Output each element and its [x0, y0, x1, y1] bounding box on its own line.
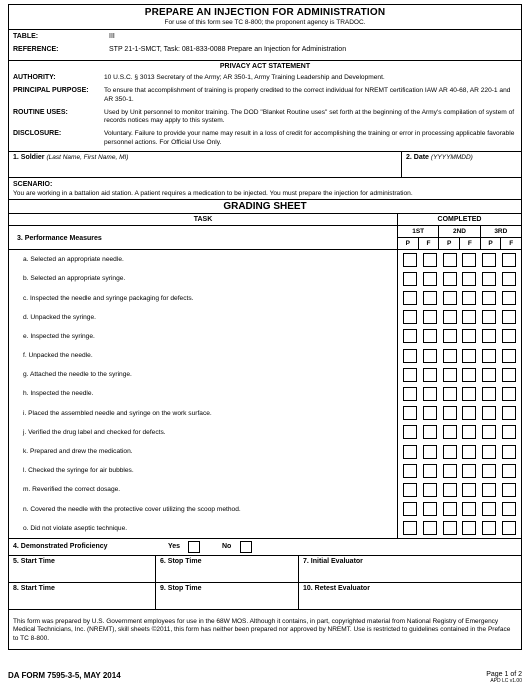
scenario-label: SCENARIO: — [13, 181, 53, 189]
pass-checkbox[interactable] — [443, 406, 457, 420]
page-number: Page 1 of 2 — [486, 671, 522, 678]
pass-checkbox[interactable] — [482, 483, 496, 497]
pass-checkbox[interactable] — [443, 329, 457, 343]
pass-checkbox[interactable] — [403, 464, 417, 478]
pass-checkbox[interactable] — [443, 425, 457, 439]
measure-row — [9, 327, 521, 346]
fail-checkbox[interactable] — [423, 387, 437, 401]
privacy-act-statement — [9, 60, 521, 152]
measure-row — [9, 519, 521, 538]
measure-row — [9, 384, 521, 403]
soldier-date-row — [9, 152, 521, 178]
authority-label: AUTHORITY: — [13, 74, 56, 81]
yes-checkbox[interactable] — [188, 541, 200, 553]
pass-checkbox[interactable] — [403, 349, 417, 363]
pass-checkbox[interactable] — [482, 368, 496, 382]
soldier-label: 1. Soldier — [13, 154, 45, 162]
fail-checkbox[interactable] — [462, 445, 476, 459]
fail-checkbox[interactable] — [423, 464, 437, 478]
pass-checkbox[interactable] — [443, 502, 457, 516]
pass-checkbox[interactable] — [403, 291, 417, 305]
pass-checkbox[interactable] — [403, 272, 417, 286]
disclosure-text: Voluntary. Failure to provide your name may result in a loss of credit for accomplishing the training or error in processing applicable favorable personnel actions. For Official Use Only. — [104, 130, 515, 146]
fail-checkbox[interactable] — [462, 521, 476, 535]
routine-uses-text: Used by Unit personnel to monitor training. The DOD "Blanket Routine uses" set forth at the beginning of the Army's compilation of system of records notices may apply to this system. — [104, 108, 515, 125]
fail-checkbox[interactable] — [502, 310, 516, 324]
pass-checkbox[interactable] — [482, 387, 496, 401]
measure-row — [9, 404, 521, 423]
retest-stop-time-field[interactable]: 9. Stop Time — [156, 583, 299, 609]
fail-checkbox[interactable] — [462, 425, 476, 439]
scenario-text: You are working in a battalion aid station. A patient requires a medication to be injected. You must prepare the injection for administration. — [13, 190, 413, 198]
fail-checkbox[interactable] — [502, 445, 516, 459]
pass-checkbox[interactable] — [403, 445, 417, 459]
pass-header: P — [481, 238, 502, 249]
measure-text: k. Prepared and drew the medication. — [9, 442, 398, 461]
purpose-text: To ensure that accomplishment of training is properly credited to the correct individual for NREMT certification IAW AR 40-68, AR 220-1 and AR 350-1. — [104, 87, 511, 103]
fail-checkbox[interactable] — [502, 502, 516, 516]
table-label: TABLE: — [13, 33, 39, 40]
fail-checkbox[interactable] — [423, 425, 437, 439]
pass-checkbox[interactable] — [403, 483, 417, 497]
measure-text: a. Selected an appropriate needle. — [9, 250, 398, 269]
fail-checkbox[interactable] — [502, 329, 516, 343]
fail-checkbox[interactable] — [462, 464, 476, 478]
fail-checkbox[interactable] — [423, 272, 437, 286]
pass-checkbox[interactable] — [443, 310, 457, 324]
measure-text: c. Inspected the needle and syringe packaging for defects. — [9, 288, 398, 307]
try-header: 2ND — [439, 226, 480, 237]
performance-measures-label: 3. Performance Measures — [9, 226, 398, 249]
fail-checkbox[interactable] — [462, 310, 476, 324]
pass-checkbox[interactable] — [482, 291, 496, 305]
pass-checkbox[interactable] — [403, 253, 417, 267]
measure-text: i. Placed the assembled needle and syringe on the work surface. — [9, 404, 398, 423]
proficiency-row — [9, 539, 521, 556]
fail-checkbox[interactable] — [423, 368, 437, 382]
pass-checkbox[interactable] — [482, 521, 496, 535]
soldier-hint: (Last Name, First Name, MI) — [46, 154, 129, 162]
fail-header: F — [460, 238, 481, 249]
try-header: 1ST — [398, 226, 439, 237]
reference-label: REFERENCE: — [13, 46, 59, 53]
pass-checkbox[interactable] — [403, 521, 417, 535]
pass-checkbox[interactable] — [482, 349, 496, 363]
form-id: DA FORM 7595-3-5, MAY 2014 — [8, 671, 121, 680]
date-field[interactable] — [402, 152, 521, 177]
page-footer — [8, 671, 522, 684]
stop-time-field[interactable]: 6. Stop Time — [156, 556, 299, 582]
fail-checkbox[interactable] — [502, 368, 516, 382]
pass-checkbox[interactable] — [443, 291, 457, 305]
pass-checkbox[interactable] — [403, 310, 417, 324]
no-checkbox[interactable] — [240, 541, 252, 553]
fail-checkbox[interactable] — [423, 483, 437, 497]
table-value: III — [109, 33, 115, 40]
try-header: 3RD — [494, 228, 508, 236]
fail-checkbox[interactable] — [423, 445, 437, 459]
pass-checkbox[interactable] — [482, 253, 496, 267]
pass-header: P — [398, 238, 419, 249]
form-header — [9, 5, 521, 30]
task-header-row — [9, 214, 521, 226]
proficiency-label: 4. Demonstrated Proficiency — [13, 543, 108, 551]
pass-checkbox[interactable] — [443, 521, 457, 535]
measure-text: o. Did not violate aseptic technique. — [9, 519, 398, 538]
pass-checkbox[interactable] — [482, 445, 496, 459]
fail-checkbox[interactable] — [462, 253, 476, 267]
fail-checkbox[interactable] — [462, 291, 476, 305]
pass-checkbox[interactable] — [482, 272, 496, 286]
form-version: APD LC v1.00 — [490, 678, 522, 684]
fail-checkbox[interactable] — [462, 329, 476, 343]
pass-checkbox[interactable] — [443, 272, 457, 286]
measure-row — [9, 500, 521, 519]
fail-checkbox[interactable] — [423, 502, 437, 516]
measures-header-row — [9, 226, 521, 250]
measure-text: d. Unpacked the syringe. — [9, 308, 398, 327]
pass-checkbox[interactable] — [443, 483, 457, 497]
measure-row — [9, 480, 521, 499]
fail-checkbox[interactable] — [462, 349, 476, 363]
grading-sheet-title: GRADING SHEET — [9, 200, 521, 214]
pass-checkbox[interactable] — [403, 502, 417, 516]
form-title: PREPARE AN INJECTION FOR ADMINISTRATION — [144, 7, 386, 18]
fail-header: F — [509, 239, 514, 247]
fail-checkbox[interactable] — [462, 406, 476, 420]
scenario-block — [9, 178, 521, 200]
copyright-note: This form was prepared by U.S. Government employees for use in the 68W MOS. Although it contains, in part, copyrighted material from National Registry of Emergency Medical Technicians, Inc. (NREMT), skill sheets ©2011, this form has neither been prepared nor approved by NREMT. Use is restricted to guidelines contained in the Preface to TC 8-800. — [13, 617, 511, 642]
retest-start-time-field[interactable]: 8. Start Time — [9, 583, 156, 609]
fail-checkbox[interactable] — [502, 272, 516, 286]
fail-header: F — [419, 238, 440, 249]
fail-checkbox[interactable] — [462, 483, 476, 497]
pass-checkbox[interactable] — [403, 387, 417, 401]
authority-text: 10 U.S.C. § 3013 Secretary of the Army; AR 350-1, Army Training Leadership and Development. — [104, 74, 385, 81]
pass-checkbox[interactable] — [443, 445, 457, 459]
fail-checkbox[interactable] — [502, 425, 516, 439]
measure-row — [9, 346, 521, 365]
measure-row — [9, 250, 521, 269]
pass-checkbox[interactable] — [443, 253, 457, 267]
measure-row — [9, 308, 521, 327]
privacy-title: PRIVACY ACT STATEMENT — [219, 63, 311, 70]
fail-checkbox[interactable] — [423, 310, 437, 324]
initial-evaluator-field[interactable]: 7. Initial Evaluator — [303, 557, 363, 565]
disclosure-label: DISCLOSURE: — [13, 130, 62, 138]
reference-value: STP 21-1-SMCT, Task: 081-833-0088 Prepare an Injection for Administration — [109, 46, 347, 53]
pass-checkbox[interactable] — [443, 368, 457, 382]
measure-text: j. Verified the drug label and checked for defects. — [9, 423, 398, 442]
date-label: 2. Date — [406, 154, 429, 162]
times-row-1 — [9, 556, 521, 583]
fail-checkbox[interactable] — [502, 521, 516, 535]
pass-checkbox[interactable] — [482, 406, 496, 420]
fail-checkbox[interactable] — [423, 349, 437, 363]
fail-checkbox[interactable] — [462, 368, 476, 382]
pass-checkbox[interactable] — [403, 329, 417, 343]
times-row-2 — [9, 583, 521, 610]
measure-row — [9, 461, 521, 480]
fail-checkbox[interactable] — [462, 272, 476, 286]
measure-row — [9, 365, 521, 384]
measure-text: l. Checked the syringe for air bubbles. — [9, 461, 398, 480]
fail-checkbox[interactable] — [462, 387, 476, 401]
pass-checkbox[interactable] — [403, 425, 417, 439]
form-container — [8, 4, 522, 650]
fail-checkbox[interactable] — [423, 521, 437, 535]
measure-text: b. Selected an appropriate syringe. — [9, 269, 398, 288]
pass-checkbox[interactable] — [403, 368, 417, 382]
fail-checkbox[interactable] — [502, 483, 516, 497]
measure-row — [9, 442, 521, 461]
table-reference-block — [9, 30, 521, 60]
routine-uses-label: ROUTINE USES: — [13, 108, 68, 116]
start-time-field[interactable]: 5. Start Time — [9, 556, 156, 582]
pass-checkbox[interactable] — [443, 349, 457, 363]
no-label: No — [222, 543, 232, 551]
measure-text: g. Attached the needle to the syringe. — [9, 365, 398, 384]
fail-checkbox[interactable] — [502, 387, 516, 401]
pass-checkbox[interactable] — [482, 329, 496, 343]
pass-checkbox[interactable] — [482, 502, 496, 516]
date-hint: (YYYYMMDD) — [430, 154, 473, 162]
completed-column-header: COMPLETED — [437, 216, 482, 224]
fail-checkbox[interactable] — [423, 253, 437, 267]
pass-checkbox[interactable] — [443, 464, 457, 478]
purpose-label: PRINCIPAL PURPOSE: — [13, 87, 89, 95]
fail-checkbox[interactable] — [423, 329, 437, 343]
measure-text: h. Inspected the needle. — [9, 384, 398, 403]
fail-checkbox[interactable] — [502, 349, 516, 363]
pass-checkbox[interactable] — [443, 387, 457, 401]
measure-row — [9, 423, 521, 442]
soldier-field[interactable] — [9, 152, 402, 177]
measure-text: f. Unpacked the needle. — [9, 346, 398, 365]
measure-text: e. Inspected the syringe. — [9, 327, 398, 346]
task-column-header: TASK — [9, 214, 398, 225]
yes-label: Yes — [168, 543, 181, 551]
measure-text: m. Reverified the correct dosage. — [9, 480, 398, 499]
pass-header: P — [439, 238, 460, 249]
form-subtitle: For use of this form see TC 8-800; the proponent agency is TRADOC. — [164, 19, 366, 26]
measure-row — [9, 269, 521, 288]
fail-checkbox[interactable] — [423, 406, 437, 420]
pass-checkbox[interactable] — [482, 464, 496, 478]
fail-checkbox[interactable] — [502, 406, 516, 420]
retest-evaluator-field[interactable]: 10. Retest Evaluator — [303, 584, 370, 592]
pass-checkbox[interactable] — [403, 406, 417, 420]
measure-row — [9, 288, 521, 307]
measure-text: n. Covered the needle with the protective cover utilizing the scoop method. — [9, 500, 398, 519]
pass-checkbox[interactable] — [482, 425, 496, 439]
fail-checkbox[interactable] — [502, 253, 516, 267]
fail-checkbox[interactable] — [462, 502, 476, 516]
fail-checkbox[interactable] — [502, 291, 516, 305]
fail-checkbox[interactable] — [502, 464, 516, 478]
fail-checkbox[interactable] — [423, 291, 437, 305]
measures-list — [9, 250, 521, 539]
pass-checkbox[interactable] — [482, 310, 496, 324]
